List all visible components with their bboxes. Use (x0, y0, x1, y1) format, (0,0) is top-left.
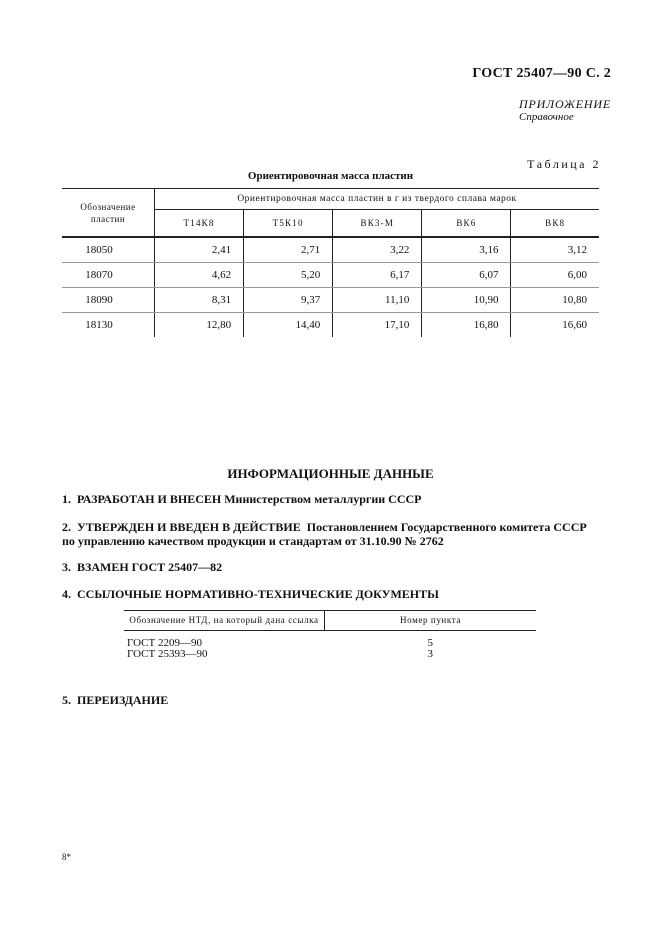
row-designation: 18090 (62, 288, 155, 313)
info-item-1 (62, 492, 602, 506)
table-row (62, 313, 599, 338)
cell-value: 17,10 (333, 313, 422, 338)
col-header-document: Обозначение НТД, на который дана ссылка (124, 611, 325, 631)
cell-value: 2,71 (244, 237, 333, 263)
item-number: 1. (62, 492, 71, 506)
standard-header: ГОСТ 25407—90 С. 2 (472, 66, 611, 81)
item-heading: ВЗАМЕН ГОСТ 25407—82 (77, 560, 223, 574)
cell-value: 16,60 (511, 313, 599, 338)
table-row (124, 649, 536, 660)
ref-clause: 3 (427, 648, 433, 660)
cell-value: 14,40 (244, 313, 333, 338)
references-table (124, 610, 536, 660)
info-item-5 (62, 693, 602, 707)
cell-value: 3,22 (333, 237, 422, 263)
cell-value: 6,17 (333, 263, 422, 288)
col-header: ВК6 (422, 210, 511, 238)
item-number: 4. (62, 587, 71, 601)
item-heading: УТВЕРЖДЕН И ВВЕДЕН В ДЕЙСТВИЕ (77, 520, 301, 534)
table-row (124, 631, 536, 650)
cell-value: 16,80 (422, 313, 511, 338)
item-text: Постановлением Государственного комитета СССР по управлению качеством продукции и стандартам от 31.10.90 № 2762 (62, 520, 587, 548)
appendix-label: ПРИЛОЖЕНИЕ (519, 97, 611, 111)
row-designation: 18070 (62, 263, 155, 288)
cell-value: 5,20 (244, 263, 333, 288)
ref-document: ГОСТ 25393—90 (127, 648, 208, 660)
col-header-designation: Обозначение пластин (62, 189, 155, 238)
item-heading: ПЕРЕИЗДАНИЕ (77, 693, 169, 707)
table-number: Таблица 2 (527, 157, 601, 171)
table-row (62, 288, 599, 313)
ref-clause: 5 (427, 637, 433, 649)
item-number: 2. (62, 520, 71, 534)
page-mark: 8* (62, 852, 71, 862)
table-title: Ориентировочная масса пластин (247, 170, 414, 182)
appendix-type: Справочное (519, 111, 574, 123)
cell-value: 6,07 (422, 263, 511, 288)
cell-value: 3,16 (422, 237, 511, 263)
table-row (62, 263, 599, 288)
col-header: Т14К8 (155, 210, 244, 238)
cell-value: 3,12 (511, 237, 599, 263)
cell-value: 11,10 (333, 288, 422, 313)
cell-value: 12,80 (155, 313, 244, 338)
cell-value: 10,80 (511, 288, 599, 313)
ref-document: ГОСТ 2209—90 (127, 637, 202, 649)
table-row (62, 237, 599, 263)
item-number: 3. (62, 560, 71, 574)
info-item-2 (62, 520, 602, 548)
info-section-title: ИНФОРМАЦИОННЫЕ ДАННЫЕ (227, 466, 434, 481)
cell-value: 9,37 (244, 288, 333, 313)
info-item-3 (62, 560, 602, 574)
col-header: Т5К10 (244, 210, 333, 238)
col-header: ВК3-М (333, 210, 422, 238)
cell-value: 10,90 (422, 288, 511, 313)
row-designation: 18130 (85, 319, 113, 331)
mass-table (62, 188, 599, 337)
col-header-clause: Номер пункта (325, 611, 537, 631)
group-header: Ориентировочная масса пластин в г из твердого сплава марок (155, 189, 600, 210)
cell-value: 4,62 (155, 263, 244, 288)
item-number: 5. (62, 693, 71, 707)
item-text: Министерством металлургии СССР (224, 492, 422, 506)
cell-value: 2,41 (155, 237, 244, 263)
info-item-4 (62, 587, 602, 601)
item-heading: РАЗРАБОТАН И ВНЕСЕН (77, 492, 222, 506)
item-heading: ССЫЛОЧНЫЕ НОРМАТИВНО-ТЕХНИЧЕСКИЕ ДОКУМЕНТЫ (77, 587, 439, 601)
col-header: ВК8 (511, 210, 599, 238)
cell-value: 6,00 (511, 263, 599, 288)
cell-value: 8,31 (155, 288, 244, 313)
row-designation: 18050 (62, 237, 155, 263)
